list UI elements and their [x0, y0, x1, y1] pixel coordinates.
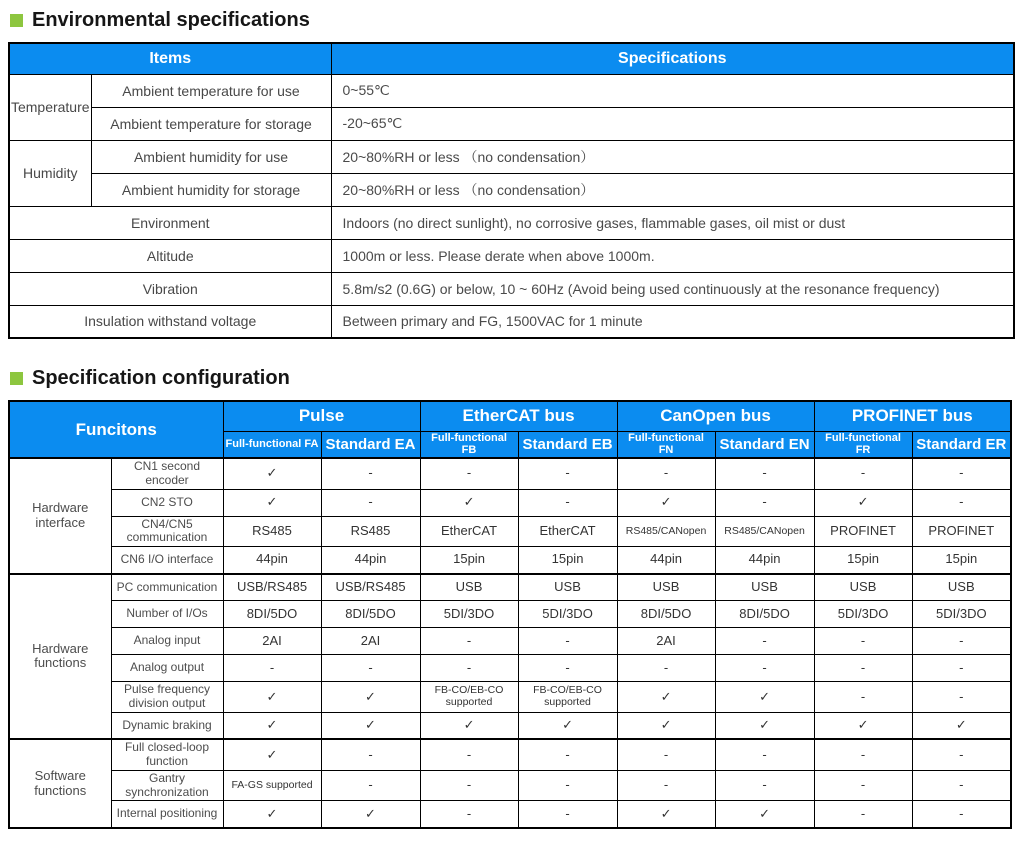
spec-value-cell: ✓: [223, 458, 321, 489]
spec-value-cell: FB-CO/EB-CO supported: [420, 682, 518, 713]
col-header-model-en: Standard EN: [715, 431, 814, 458]
table-row: [9, 682, 1011, 713]
spec-value: Between primary and FG, 1500VAC for 1 minute: [331, 305, 1014, 338]
table-row: [9, 458, 1011, 489]
table-row: [9, 655, 1011, 682]
spec-value-cell: 15pin: [420, 547, 518, 574]
spec-value-cell: -: [912, 801, 1011, 828]
spec-value-cell: -: [420, 801, 518, 828]
col-header-functions: Funcitons: [9, 401, 223, 458]
spec-value-cell: RS485: [321, 516, 420, 547]
spec-value-cell: -: [814, 655, 912, 682]
spec-value: 1000m or less. Please derate when above 1000m.: [331, 239, 1014, 272]
col-group-pulse: Pulse: [223, 401, 420, 431]
spec-value-cell: EtherCAT: [420, 516, 518, 547]
spec-value-cell: 44pin: [321, 547, 420, 574]
spec-value-cell: -: [321, 489, 420, 516]
spec-value-cell: USB: [912, 574, 1011, 601]
spec-value-cell: PROFINET: [912, 516, 1011, 547]
table-row: [9, 801, 1011, 828]
spec-value-cell: USB: [814, 574, 912, 601]
spec-value-cell: -: [420, 770, 518, 801]
spec-value-cell: FA-GS supported: [223, 770, 321, 801]
spec-value-cell: -: [912, 628, 1011, 655]
table-row: [9, 140, 1014, 173]
table-row: [9, 547, 1011, 574]
spec-value-cell: ✓: [223, 682, 321, 713]
spec-value-cell: USB: [617, 574, 715, 601]
spec-value-cell: -: [321, 458, 420, 489]
spec-value-cell: USB/RS485: [321, 574, 420, 601]
spec-value-cell: -: [617, 458, 715, 489]
item-label: Environment: [9, 206, 331, 239]
spec-value-cell: ✓: [321, 801, 420, 828]
spec-value-cell: USB/RS485: [223, 574, 321, 601]
spec-value-cell: ✓: [715, 682, 814, 713]
spec-value-cell: -: [912, 682, 1011, 713]
spec-value-cell: -: [715, 655, 814, 682]
spec-value-cell: ✓: [223, 712, 321, 739]
spec-value-cell: USB: [715, 574, 814, 601]
table-row: [9, 712, 1011, 739]
spec-header-group-row: [9, 401, 1011, 431]
spec-value-cell: ✓: [617, 682, 715, 713]
section-configuration-title: [10, 367, 1013, 390]
spec-value-cell: 44pin: [617, 547, 715, 574]
item-label: Insulation withstand voltage: [9, 305, 331, 338]
spec-value-cell: ✓: [223, 739, 321, 770]
function-item-label: CN2 STO: [111, 489, 223, 516]
function-item-label: Full closed-loop function: [111, 739, 223, 770]
spec-value-cell: -: [518, 770, 617, 801]
spec-value-cell: ✓: [814, 712, 912, 739]
spec-value-cell: -: [715, 770, 814, 801]
table-row: [9, 574, 1011, 601]
row-group-hardware-interface: Hardware interface: [9, 458, 111, 574]
spec-value-cell: -: [518, 801, 617, 828]
table-row: [9, 516, 1011, 547]
green-square-bullet-icon: [10, 372, 23, 385]
table-row: [9, 770, 1011, 801]
spec-value-cell: -: [617, 655, 715, 682]
table-row: [9, 107, 1014, 140]
item-label: Vibration: [9, 272, 331, 305]
spec-value-cell: -: [321, 739, 420, 770]
function-item-label: Dynamic braking: [111, 712, 223, 739]
col-header-model-fn: Full-functional FN: [617, 431, 715, 458]
spec-value-cell: 2AI: [223, 628, 321, 655]
col-header-items: Items: [9, 43, 331, 74]
spec-value-cell: 8DI/5DO: [715, 601, 814, 628]
col-header-specifications: Specifications: [331, 43, 1014, 74]
spec-value-cell: -: [814, 770, 912, 801]
spec-value-cell: -: [321, 770, 420, 801]
spec-value: Indoors (no direct sunlight), no corrosive gases, flammable gases, oil mist or dust: [331, 206, 1014, 239]
spec-value-cell: -: [715, 628, 814, 655]
spec-value-cell: -: [814, 458, 912, 489]
spec-value-cell: ✓: [617, 801, 715, 828]
spec-value-cell: -: [518, 655, 617, 682]
row-group-hardware-functions: Hardware functions: [9, 574, 111, 740]
spec-value-cell: -: [518, 628, 617, 655]
item-label: Ambient humidity for use: [91, 140, 331, 173]
table-row: [9, 74, 1014, 107]
specification-configuration-table: [8, 400, 1012, 829]
col-header-model-fr: Full-functional FR: [814, 431, 912, 458]
spec-value-cell: -: [223, 655, 321, 682]
table-row: [9, 305, 1014, 338]
spec-value-cell: -: [617, 739, 715, 770]
col-header-model-fa: Full-functional FA: [223, 431, 321, 458]
item-label: Ambient humidity for storage: [91, 173, 331, 206]
spec-value-cell: 8DI/5DO: [617, 601, 715, 628]
function-item-label: Pulse frequency division output: [111, 682, 223, 713]
col-group-canopen: CanOpen bus: [617, 401, 814, 431]
spec-value-cell: 15pin: [814, 547, 912, 574]
item-label: Ambient temperature for storage: [91, 107, 331, 140]
spec-value-cell: -: [715, 489, 814, 516]
spec-value-cell: -: [912, 770, 1011, 801]
spec-value-cell: RS485/CANopen: [715, 516, 814, 547]
spec-value-cell: -: [912, 739, 1011, 770]
spec-value-cell: 44pin: [223, 547, 321, 574]
spec-value-cell: -: [912, 458, 1011, 489]
spec-value-cell: 5DI/3DO: [912, 601, 1011, 628]
col-group-ethercat: EtherCAT bus: [420, 401, 617, 431]
function-item-label: Analog input: [111, 628, 223, 655]
spec-value-cell: 8DI/5DO: [321, 601, 420, 628]
spec-value-cell: ✓: [617, 489, 715, 516]
table-row: [9, 206, 1014, 239]
spec-value-cell: ✓: [321, 682, 420, 713]
green-square-bullet-icon: [10, 14, 23, 27]
spec-value: -20~65℃: [331, 107, 1014, 140]
spec-value-cell: 5DI/3DO: [518, 601, 617, 628]
spec-value-cell: 2AI: [617, 628, 715, 655]
function-item-label: PC communication: [111, 574, 223, 601]
spec-value-cell: 8DI/5DO: [223, 601, 321, 628]
col-header-model-eb: Standard EB: [518, 431, 617, 458]
spec-value-cell: 5DI/3DO: [814, 601, 912, 628]
function-item-label: CN6 I/O interface: [111, 547, 223, 574]
function-item-label: Gantry synchronization: [111, 770, 223, 801]
section-heading-configuration: Specification configuration: [32, 367, 290, 389]
spec-value-cell: 15pin: [912, 547, 1011, 574]
spec-value-cell: -: [420, 655, 518, 682]
env-header-row: [9, 43, 1014, 74]
row-group-software-functions: Software functions: [9, 739, 111, 828]
spec-value: 5.8m/s2 (0.6G) or below, 10 ~ 60Hz (Avoid being used continuously at the resonance frequency): [331, 272, 1014, 305]
function-item-label: Analog output: [111, 655, 223, 682]
spec-value-cell: ✓: [715, 801, 814, 828]
spec-value-cell: -: [715, 739, 814, 770]
spec-value-cell: 44pin: [715, 547, 814, 574]
spec-value-cell: -: [814, 801, 912, 828]
row-group-humidity: Humidity: [9, 140, 91, 206]
spec-value-cell: ✓: [617, 712, 715, 739]
spec-value-cell: -: [420, 628, 518, 655]
function-item-label: Internal positioning: [111, 801, 223, 828]
spec-value-cell: -: [715, 458, 814, 489]
section-heading-environmental: Environmental specifications: [32, 9, 310, 31]
spec-value-cell: RS485/CANopen: [617, 516, 715, 547]
spec-value-cell: USB: [518, 574, 617, 601]
spec-value-cell: -: [912, 489, 1011, 516]
environmental-specifications-table: [8, 42, 1015, 339]
spec-value: 20~80%RH or less （no condensation）: [331, 140, 1014, 173]
spec-value-cell: -: [420, 458, 518, 489]
function-item-label: Number of I/Os: [111, 601, 223, 628]
spec-value-cell: PROFINET: [814, 516, 912, 547]
col-group-profinet: PROFINET bus: [814, 401, 1011, 431]
spec-value-cell: ✓: [321, 712, 420, 739]
spec-value-cell: -: [617, 770, 715, 801]
section-environmental-title: [10, 9, 1013, 32]
spec-value-cell: -: [814, 628, 912, 655]
table-row: [9, 739, 1011, 770]
spec-value-cell: RS485: [223, 516, 321, 547]
function-item-label: CN1 second encoder: [111, 458, 223, 489]
spec-value-cell: FB-CO/EB-CO supported: [518, 682, 617, 713]
spec-value-cell: -: [518, 489, 617, 516]
col-header-model-er: Standard ER: [912, 431, 1011, 458]
spec-value-cell: ✓: [518, 712, 617, 739]
spec-value-cell: EtherCAT: [518, 516, 617, 547]
col-header-model-fb: Full-functional FB: [420, 431, 518, 458]
table-row: [9, 173, 1014, 206]
spec-value-cell: ✓: [814, 489, 912, 516]
spec-value-cell: 15pin: [518, 547, 617, 574]
row-group-temperature: Temperature: [9, 74, 91, 140]
spec-value-cell: ✓: [223, 489, 321, 516]
spec-value-cell: ✓: [715, 712, 814, 739]
spec-value-cell: -: [518, 458, 617, 489]
spec-value-cell: ✓: [420, 489, 518, 516]
spec-value-cell: 5DI/3DO: [420, 601, 518, 628]
spec-value-cell: USB: [420, 574, 518, 601]
table-row: [9, 628, 1011, 655]
spec-value-cell: -: [321, 655, 420, 682]
spec-value-cell: 2AI: [321, 628, 420, 655]
spec-value-cell: -: [518, 739, 617, 770]
table-row: [9, 489, 1011, 516]
table-row: [9, 239, 1014, 272]
spec-value: 20~80%RH or less （no condensation）: [331, 173, 1014, 206]
function-item-label: CN4/CN5 communication: [111, 516, 223, 547]
spec-value-cell: ✓: [420, 712, 518, 739]
spec-value-cell: -: [420, 739, 518, 770]
spec-value-cell: -: [814, 739, 912, 770]
spec-value: 0~55℃: [331, 74, 1014, 107]
spec-value-cell: -: [912, 655, 1011, 682]
spec-value-cell: ✓: [912, 712, 1011, 739]
item-label: Altitude: [9, 239, 331, 272]
table-row: [9, 601, 1011, 628]
spec-value-cell: -: [814, 682, 912, 713]
spec-value-cell: ✓: [223, 801, 321, 828]
table-row: [9, 272, 1014, 305]
col-header-model-ea: Standard EA: [321, 431, 420, 458]
item-label: Ambient temperature for use: [91, 74, 331, 107]
